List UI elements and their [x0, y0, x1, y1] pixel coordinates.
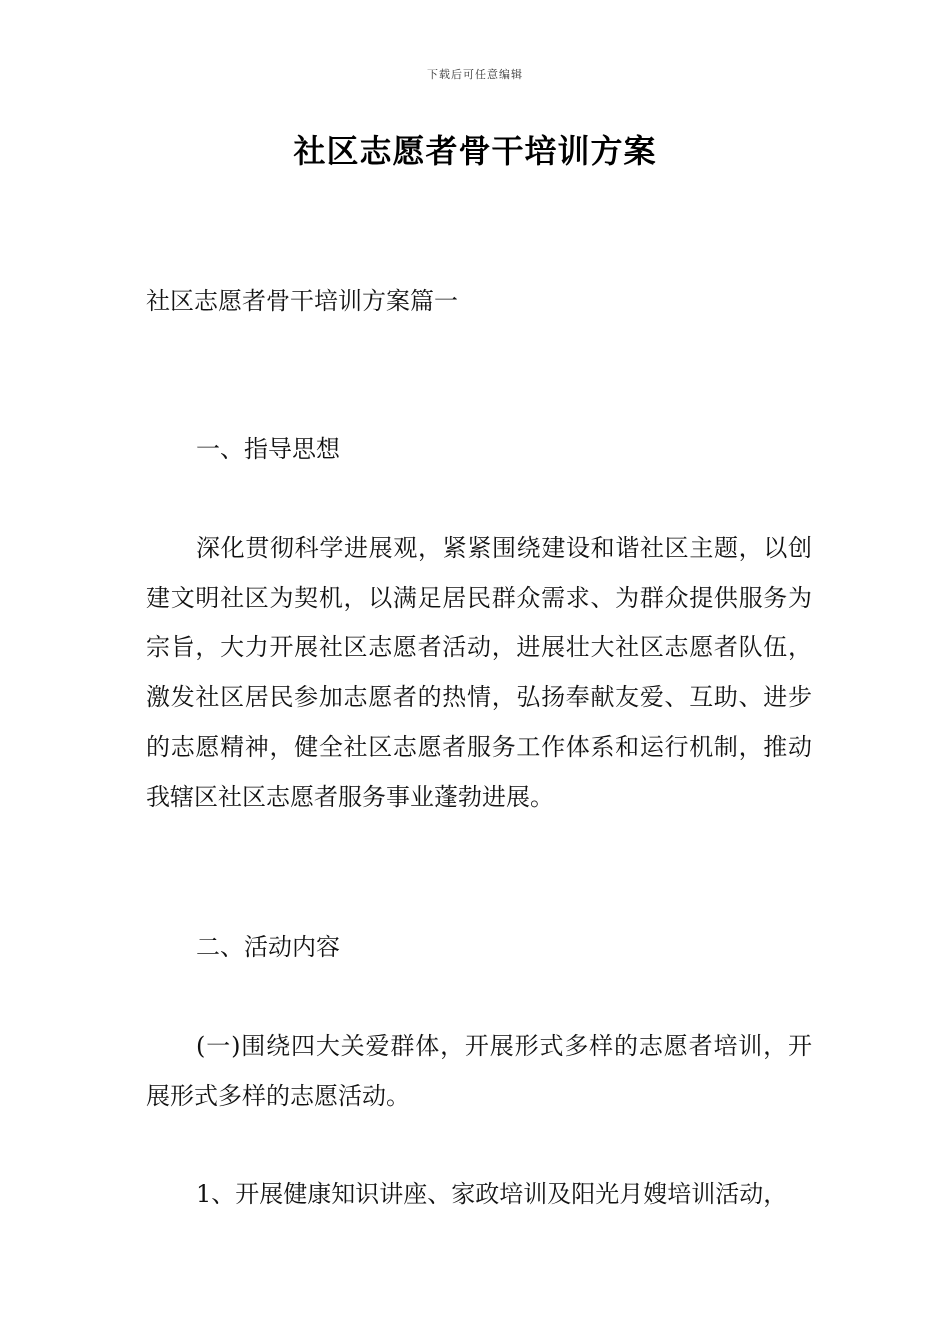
section-paragraph-guiding-ideology: 深化贯彻科学进展观，紧紧围绕建设和谐社区主题，以创建文明社区为契机，以满足居民群众需求、为群众提供服务为宗旨，大力开展社区志愿者活动，进展壮大社区志愿者队伍，激发社区居民参加志愿者的热情，弘扬奉献友爱、互助、进步的志愿精神，健全社区志愿者服务工作体系和运行机制，推动我辖区社区志愿者服务事业蓬勃进展。 [146, 534, 812, 811]
section-heading-activity-content: 二、活动内容 [196, 933, 340, 961]
section-paragraph-activity-content: (一)围绕四大关爱群体，开展形式多样的志愿者培训，开展形式多样的志愿活动。 [146, 1032, 812, 1110]
document-title: 社区志愿者骨干培训方案 [293, 132, 657, 170]
document-subtitle: 社区志愿者骨干培训方案篇一 [146, 287, 458, 315]
section-heading-guiding-ideology: 一、指导思想 [196, 435, 340, 463]
section-list-item-1: 1、开展健康知识讲座、家政培训及阳光月嫂培训活动， [196, 1180, 788, 1208]
header-note: 下载后可任意编辑 [427, 68, 523, 81]
